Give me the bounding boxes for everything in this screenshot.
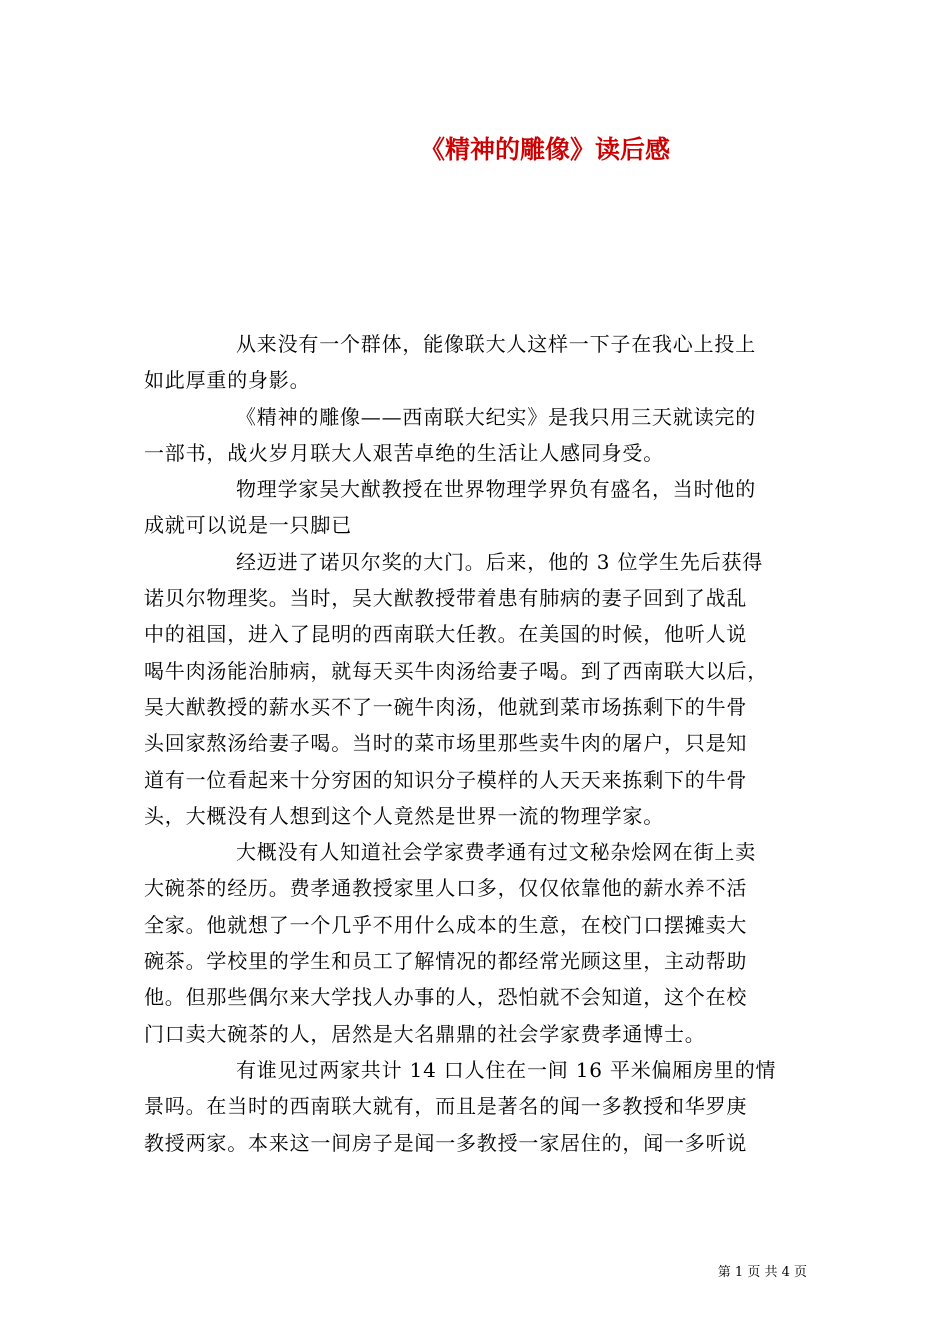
paragraph: 物理学家吴大猷教授在世界物理学界负有盛名，当时他的 成就可以说是一只脚已 [144,477,756,538]
document-body [144,326,807,1161]
page-number: 第 1 页 共 4 页 [717,1265,807,1280]
paragraph: 有谁见过两家共计 14 口人住在一间 16 平米偏厢房里的情 景吗。在当时的西南联大就有，而且是著名的闻一多教授和华罗庚 教授两家。本来这一间房子是闻一多教授一家居住的，闻一多听说 [144,1057,777,1155]
paragraph: 《精神的雕像——西南联大纪实》是我只用三天就读完的 一部书，战火岁月联大人艰苦卓绝的生活让人感同身受。 [144,404,756,465]
paragraph: 经迈进了诺贝尔奖的大门。后来，他的 3 位学生先后获得 诺贝尔物理奖。当时，吴大猷教授带着患有肺病的妻子回到了战乱 中的祖国，进入了昆明的西南联大任教。在美国的时候，他听人说 喝牛肉汤能治肺病，就每天买牛肉汤给妻子喝。到了西南联大以后， 吴大猷教授的薪水买不了一碗牛肉汤，他就到菜市场拣剩下的牛骨 头回家熬汤给妻子喝。当时的菜市场里那些卖牛肉的屠户，只是知 道有一位看起来十分穷困的知识分子模样的人天天来拣剩下的牛骨 头，大概没有人想到这个人竟然是世界一流的物理学家。 [144,549,768,828]
document-title: 《精神的雕像》读后感 [419,135,670,164]
paragraph: 大概没有人知道社会学家费孝通有过文秘杂烩网在街上卖 大碗茶的经历。费孝通教授家里人口多，仅仅依靠他的薪水养不活 全家。他就想了一个几乎不用什么成本的生意，在校门口摆摊卖大 碗茶。学校里的学生和员工了解情况的都经常光顾这里，主动帮助 他。但那些偶尔来大学找人办事的人，恐怕就不会知道，这个在校 门口卖大碗茶的人，居然是大名鼎鼎的社会学家费孝通博士。 [144,840,756,1046]
paragraph: 从来没有一个群体，能像联大人这样一下子在我心上投上 如此厚重的身影。 [144,332,756,393]
